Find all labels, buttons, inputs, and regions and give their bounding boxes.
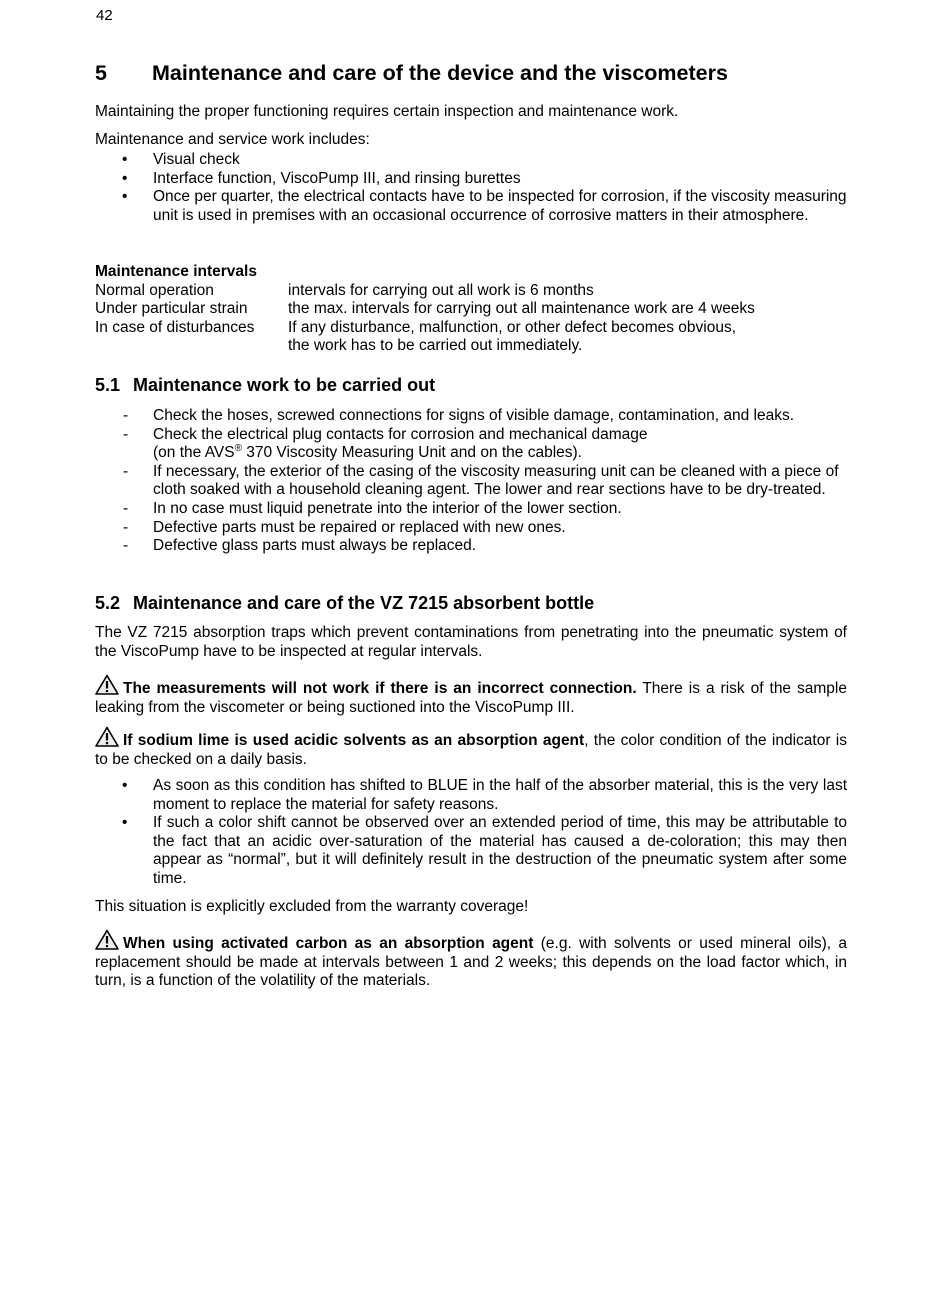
bullet-icon: •	[122, 151, 128, 168]
list-item: - Defective parts must be repaired or replaced with new ones.	[123, 518, 566, 536]
maintenance-intervals	[95, 263, 848, 356]
interval-row	[95, 300, 848, 319]
bullet-icon: •	[122, 169, 128, 187]
color-condition-list	[95, 777, 847, 889]
list-item: • If such a color shift cannot be observed over an extended period of time, this may be attributable to the fact that an acidic over-saturation of the material has caused a de-coloration; this may then appear as “normal”, but it will definitely result in the destruction of the pneumatic system after some time.	[122, 814, 847, 887]
dash-icon: -	[123, 518, 129, 536]
chapter-heading	[95, 61, 728, 86]
section-heading-5-2	[95, 593, 594, 614]
list-item: • Interface function, ViscoPump III, and rinsing burettes	[122, 169, 521, 187]
bullet-icon: •	[122, 188, 128, 206]
section-heading-5-1	[95, 375, 435, 396]
list-item: - In no case must liquid penetrate into the interior of the lower section.	[123, 499, 622, 517]
dash-icon: -	[123, 407, 129, 424]
list-item: • Once per quarter, the electrical contacts have to be inspected for corrosion, if the viscosity measuring unit is used in premises with an occasional occurrence of corrosive matters in their atmosphere.	[122, 188, 847, 224]
warning-triangle-icon	[95, 929, 119, 950]
registered-mark: ®	[234, 443, 242, 455]
warning-triangle-icon	[95, 674, 119, 695]
warranty-note: This situation is explicitly excluded from the warranty coverage!	[95, 898, 529, 915]
list-item: - Check the electrical plug contacts for corrosion and mechanical damage (on the AVS® 370 Viscosity Measuring Unit and on the cables).	[123, 425, 648, 462]
list-item: • Visual check	[122, 151, 240, 168]
interval-text: If any disturbance, malfunction, or other defect becomes obvious, the work has to be carried out immediately.	[288, 318, 737, 355]
interval-label: Under particular strain	[95, 300, 248, 318]
chapter-number: 5	[95, 61, 107, 85]
dash-icon: -	[123, 537, 129, 555]
absorption-intro: The VZ 7215 absorption traps which prevent contaminations from penetrating into the pneumatic system of the ViscoPump have to be inspected at regular intervals.	[95, 624, 847, 660]
service-list	[95, 151, 855, 225]
section-title: Maintenance work to be carried out	[133, 375, 436, 395]
dash-icon: -	[123, 462, 129, 480]
interval-text: intervals for carrying out all work is 6 months	[288, 281, 594, 299]
list-item: - If necessary, the exterior of the casing of the viscosity measuring unit can be cleaned with a piece of cloth soaked with a household cleaning agent. The lower and rear sections have to be dry-treated.	[123, 462, 839, 499]
section-number: 5.1	[95, 375, 121, 395]
section-number: 5.2	[95, 593, 121, 613]
page-number: 42	[96, 7, 113, 24]
section-title: Maintenance and care of the VZ 7215 absorbent bottle	[133, 593, 595, 613]
intervals-heading: Maintenance intervals	[95, 263, 257, 280]
chapter-title: Maintenance and care of the device and the viscometers	[152, 61, 728, 85]
warning-activated-carbon: When using activated carbon as an absorption agent (e.g. with solvents or used mineral oils), a replacement should be made at intervals between 1 and 2 weeks; this depends on the load factor which, in turn, is a function of the volatility of the materials.	[95, 929, 847, 991]
list-item: - Defective glass parts must always be replaced.	[123, 537, 477, 555]
warning-connection: The measurements will not work if there is an incorrect connection. There is a risk of the sample leaking from the viscometer or being suctioned into the ViscoPump III.	[95, 674, 847, 717]
interval-row	[95, 282, 848, 301]
dash-icon: -	[123, 425, 129, 443]
interval-row	[95, 319, 848, 356]
list-item: • As soon as this condition has shifted to BLUE in the half of the absorber material, this is the very last moment to replace the material for safety reasons.	[122, 777, 847, 813]
interval-text: the max. intervals for carrying out all maintenance work are 4 weeks	[288, 300, 755, 318]
service-intro: Maintenance and service work includes:	[95, 131, 370, 148]
bullet-icon: •	[122, 814, 128, 832]
warning-triangle-icon	[95, 726, 119, 747]
list-item: - Check the hoses, screwed connections for signs of visible damage, contamination, and leaks.	[123, 407, 795, 424]
bullet-icon: •	[122, 777, 128, 794]
warning-sodium-lime: If sodium lime is used acidic solvents as an absorption agent, the color condition of the indicator is to be checked on a daily basis.	[95, 726, 847, 769]
dash-icon: -	[123, 499, 129, 517]
interval-label: In case of disturbances	[95, 318, 255, 336]
maintenance-work-list	[95, 407, 855, 556]
interval-label: Normal operation	[95, 281, 214, 299]
intro-paragraph: Maintaining the proper functioning requires certain inspection and maintenance work.	[95, 103, 679, 120]
